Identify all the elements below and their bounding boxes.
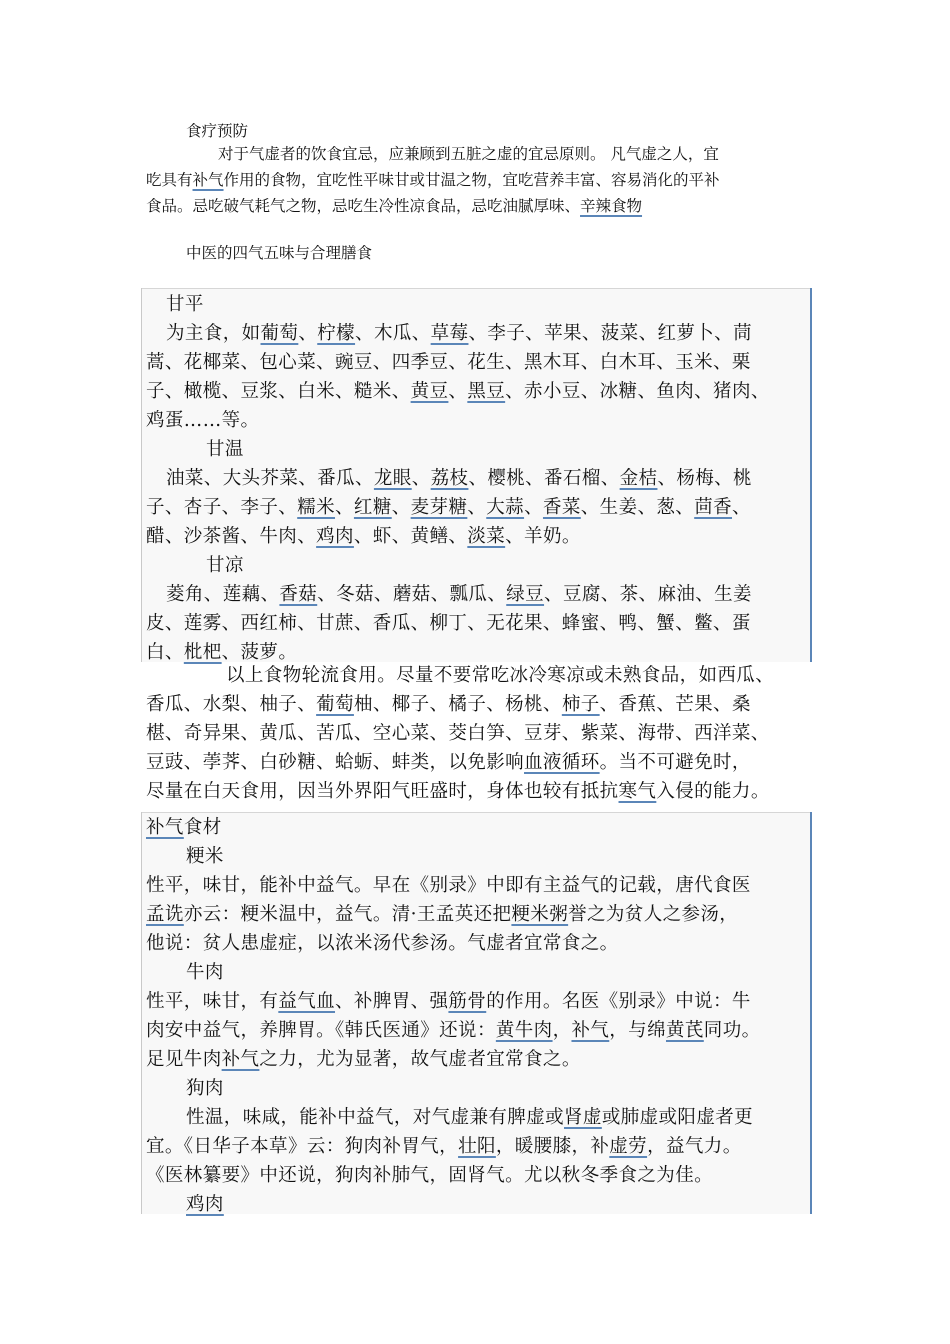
advice-line: 椹、奇异果、黄瓜、苦瓜、空心菜、茭白笋、豆芽、紫菜、海带、西洋菜、 (146, 723, 770, 744)
heading-ganwen: 甘温 (206, 439, 244, 460)
flavor-food-content (146, 290, 812, 667)
keyword-link[interactable]: 柿子 (561, 694, 600, 715)
paragraph-line: 吃具有补气作用的食物，宜吃性平味甘或甘温之物，宜吃营养丰富、容易消化的平补 (146, 171, 720, 189)
keyword-link[interactable]: 血液循环 (524, 752, 600, 773)
keyword-link[interactable]: 绿豆 (506, 584, 545, 605)
heading-jingmi: 粳米 (186, 846, 224, 867)
keyword-link[interactable]: 荔枝 (430, 468, 469, 489)
keyword-link[interactable]: 草莓 (430, 323, 469, 344)
keyword-link[interactable]: 补气 (146, 817, 184, 838)
heading-gourou: 狗肉 (186, 1078, 224, 1099)
keyword-link[interactable]: 淡菜 (467, 526, 506, 547)
keyword-link[interactable]: 金桔 (619, 468, 658, 489)
ganping-line: 鸡蛋……等。 (146, 410, 260, 431)
heading-jirou (146, 1190, 812, 1219)
advice-line: 以上食物轮流食用。尽量不要常吃冰冷寒凉或未熟食品，如西瓜、 (226, 665, 775, 686)
keyword-link[interactable]: 麦芽糖 (410, 497, 468, 518)
keyword-link[interactable]: 补气 (571, 1020, 610, 1041)
heading-niurou: 牛肉 (186, 962, 224, 983)
keyword-link[interactable]: 柠檬 (317, 323, 356, 344)
keyword-link[interactable]: 红糖 (353, 497, 392, 518)
ganliang-line: 白、枇杷、菠萝。 (146, 642, 298, 663)
keyword-link[interactable]: 壮阳 (458, 1136, 496, 1157)
keyword-link[interactable]: 龙眼 (373, 468, 412, 489)
keyword-link[interactable]: 枇杷 (183, 642, 222, 663)
advice-paragraph (146, 661, 812, 806)
qi-food-content (146, 813, 812, 1219)
heading-ganliang: 甘凉 (206, 555, 244, 576)
keyword-link[interactable]: 肾虚 (564, 1107, 602, 1128)
niurou-line: 足见牛肉补气之力，尤为显著，故气虚者宜常食之。 (146, 1049, 581, 1070)
diet-prevention-paragraph (146, 141, 816, 219)
paragraph-line: 食品。忌吃破气耗气之物，忌吃生冷性凉食品，忌吃油腻厚味、辛辣食物 (146, 197, 643, 215)
section-title-diet-prevention: 食疗预防 (186, 122, 249, 140)
keyword-link[interactable]: 糯米 (297, 497, 336, 518)
niurou-line: 肉安中益气，养脾胃。《韩氏医通》还说：黄牛肉，补气，与绵黄芪同功。 (146, 1020, 761, 1041)
keyword-link[interactable]: 筋骨 (448, 991, 487, 1012)
ganliang-line: 皮、莲雾、西红柿、甘蔗、香瓜、柳丁、无花果、蜂蜜、鸭、蟹、鳖、蛋 (146, 613, 751, 634)
keyword-link[interactable]: 香菇 (279, 584, 318, 605)
keyword-link[interactable]: 补气 (192, 171, 224, 189)
gourou-line: 性温，味咸，能补中益气，对气虚兼有脾虚或肾虚或肺虚或阳虚者更 (186, 1107, 754, 1128)
paragraph-line: 对于气虚者的饮食宜忌，应兼顾到五脏之虚的宜忌原则。 凡气虚之人，宜 (218, 145, 719, 163)
keyword-link[interactable]: 茴香 (694, 497, 732, 518)
keyword-link[interactable]: 补气 (221, 1049, 260, 1070)
keyword-link[interactable]: 黄芪 (665, 1020, 704, 1041)
keyword-link[interactable]: 虚劳 (609, 1136, 648, 1157)
section-title-four-qi: 中医的四气五味与合理膳食 (186, 244, 373, 262)
keyword-link[interactable]: 寒气 (618, 781, 657, 802)
keyword-link[interactable]: 辛辣食物 (580, 197, 643, 215)
keyword-link[interactable]: 益气血 (278, 991, 336, 1012)
keyword-link[interactable]: 葡萄 (316, 694, 354, 715)
advice-line: 豆豉、荸荠、白砂糖、蛤蛎、蚌类，以免影响血液循环。当不可避免时， (146, 752, 751, 773)
keyword-link[interactable]: 黑豆 (467, 381, 506, 402)
heading-ganping: 甘平 (166, 294, 204, 315)
advice-line: 香瓜、水梨、柚子、葡萄柚、椰子、橘子、杨桃、柿子、香蕉、芒果、桑 (146, 694, 751, 715)
keyword-link[interactable]: 黄豆 (410, 381, 449, 402)
ganwen-line: 子、杏子、李子、糯米、红糖、麦芽糖、大蒜、香菜、生姜、葱、茴香、 (146, 497, 751, 518)
ganliang-line: 菱角、莲藕、香菇、冬菇、蘑菇、瓢瓜、绿豆、豆腐、茶、麻油、生姜 (166, 584, 752, 605)
niurou-line: 性平，味甘，有益气血、补脾胃、强筋骨的作用。名医《别录》中说：牛 (146, 991, 751, 1012)
gourou-line: 宜。《日华子本草》云：狗肉补胃气，壮阳，暖腰膝，补虚劳，益气力。 (146, 1136, 742, 1157)
ganping-line: 子、橄榄、豆浆、白米、糙米、黄豆、黑豆、赤小豆、冰糖、鱼肉、猪肉、 (146, 381, 770, 402)
keyword-link[interactable]: 孟诜 (146, 904, 184, 925)
keyword-link[interactable]: 葡萄 (260, 323, 299, 344)
jingmi-line: 他说：贫人患虚症，以浓米汤代参汤。气虚者宜常食之。 (146, 933, 619, 954)
keyword-link[interactable]: 鸡肉 (186, 1194, 224, 1215)
ganwen-line: 醋、沙茶酱、牛肉、鸡肉、虾、黄鳝、淡菜、羊奶。 (146, 526, 581, 547)
jingmi-line: 孟诜亦云：粳米温中，益气。清·王孟英还把粳米粥誉之为贫人之参汤， (146, 904, 739, 925)
keyword-link[interactable]: 大蒜 (486, 497, 525, 518)
keyword-link[interactable]: 香菜 (542, 497, 581, 518)
qi-food-title: 补气食材 (146, 817, 222, 838)
keyword-link[interactable]: 黄牛肉 (495, 1020, 553, 1041)
ganping-line: 为主食，如葡萄、柠檬、木瓜、草莓、李子、苹果、菠菜、红萝卜、茼 (166, 323, 752, 344)
advice-line: 尽量在白天食用，因当外界阳气旺盛时，身体也较有抵抗寒气入侵的能力。 (146, 781, 770, 802)
keyword-link[interactable]: 鸡肉 (316, 526, 354, 547)
keyword-link[interactable]: 粳米粥 (511, 904, 569, 925)
gourou-line: 《医林纂要》中还说，狗肉补肺气，固肾气。尤以秋冬季食之为佳。 (146, 1165, 714, 1186)
ganping-line: 蒿、花椰菜、包心菜、豌豆、四季豆、花生、黑木耳、白木耳、玉米、栗 (146, 352, 751, 373)
jingmi-line: 性平，味甘，能补中益气。早在《别录》中即有主益气的记载，唐代食医 (146, 875, 751, 896)
ganwen-line: 油菜、大头芥菜、番瓜、龙眼、荔枝、樱桃、番石榴、金桔、杨梅、桃 (166, 468, 752, 489)
